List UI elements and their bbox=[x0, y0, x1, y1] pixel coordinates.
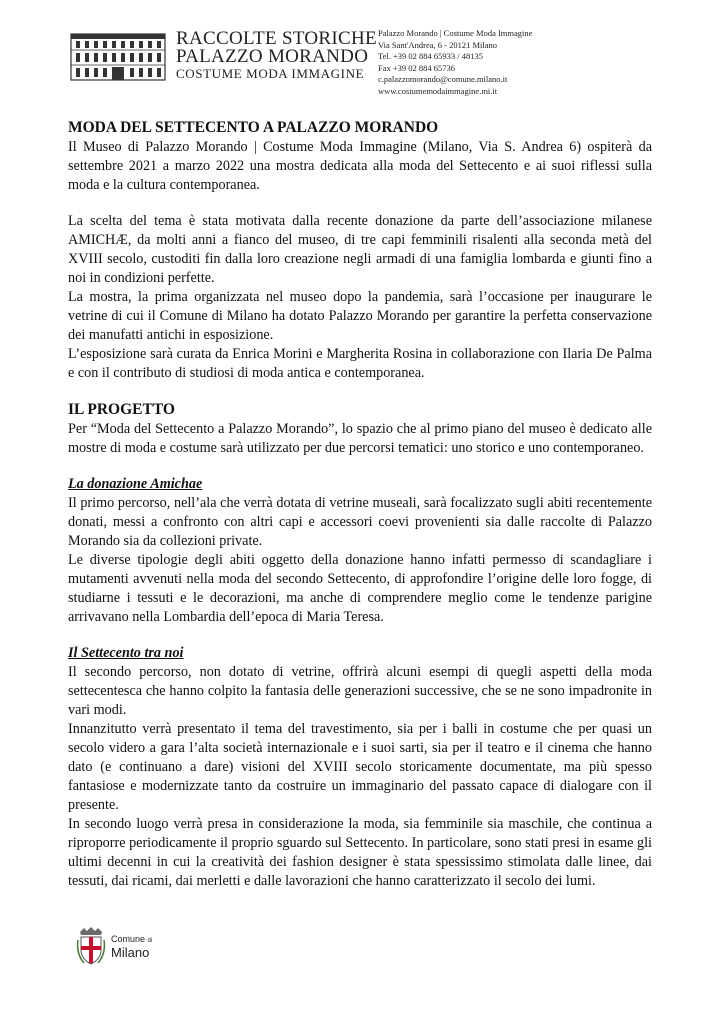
paragraph-percorso-1: Il primo percorso, nell’ala che verrà dotata di vetrine museali, sarà focalizzato sugli abiti recentemente donati, messi a confronto con altri capi e accessori coevi provenienti sia dalle raccolte di Palazzo Morando sia da collezioni private. bbox=[68, 495, 652, 549]
subheading-settecento: Il Settecento tra noi bbox=[68, 645, 184, 661]
paragraph-travestimento: Innanzitutto verrà presentato il tema del travestimento, sia per i balli in costume che per quasi un secolo videro a gara l’alta società internazionale e i suoi sarti, sia per il teatro e il cinema che hanno dato (e continuano a dare) visioni del XVIII secolo storicamente documentate, ma più spesso fantasiose e modernizzate tanto da costruire un immaginario del passato capace di dialogare con il presente. bbox=[68, 721, 652, 813]
letterhead bbox=[0, 0, 723, 110]
footer-city: Milano bbox=[111, 945, 150, 960]
paragraph-exhibition: La mostra, la prima organizzata nel museo dopo la pandemia, sarà l’occasione per inaugurare le vetrine di cui il Comune di Milano ha dotato Palazzo Morando per garantire la perfetta conservazione dei manufatti antichi in esposizione. bbox=[68, 289, 652, 343]
comune-footer bbox=[76, 926, 196, 972]
paragraph-moda: In secondo luogo verrà presa in considerazione la moda, sia femminile sia maschile, che continua a riproporre periodicamente il proprio sguardo sul Settecento. In particolare, sono stati presi in esame gli ultimi decenni in cui la creatività dei fashion designer è stata spessissimo stimolata dalle linee, dai tessuti, dai ricami, dai merletti e dalle lavorazioni che hanno caratterizzato il secolo dei lumi. bbox=[68, 816, 652, 889]
logo-line-2: PALAZZO MORANDO bbox=[176, 46, 369, 67]
logo-line-3: COSTUME MODA IMMAGINE bbox=[176, 66, 365, 81]
footer-comune: Comune bbox=[111, 934, 146, 944]
contact-email: c.palazzomorando@comune.milano.it bbox=[378, 74, 508, 84]
museum-logo-text bbox=[176, 30, 377, 82]
logo-line-1: RACCOLTE STORICHE bbox=[176, 28, 377, 49]
section-title-progetto: IL PROGETTO bbox=[68, 401, 175, 418]
paragraph-percorso-2: Il secondo percorso, non dotato di vetrine, offrirà alcuni esempi di quegli aspetti della moda settecentesca che hanno colpito la fantasia delle generazioni successive, che se ne sono impadronite in vari modi. bbox=[68, 664, 652, 718]
paragraph-tipologie: Le diverse tipologie degli abiti oggetto della donazione hanno infatti permesso di scandagliare i mutamenti avvenuti nella moda del secondo Settecento, di approfondire l’origine delle loro fogge, di studiarne i tessuti e le decorazioni, ma anche di comprendere meglio come le tendenze parigine arrivavano nella Lombardia dell’epoca di Maria Teresa. bbox=[68, 552, 652, 625]
palazzo-building-logo bbox=[70, 30, 166, 82]
comune-wordmark bbox=[111, 934, 152, 960]
contact-fax: Fax +39 02 884 65736 bbox=[378, 62, 456, 73]
document-title: MODA DEL SETTECENTO A PALAZZO MORANDO bbox=[68, 119, 439, 136]
paragraph-progetto: Per “Moda del Settecento a Palazzo Morando”, lo spazio che al primo piano del museo è dedicato alle mostre di moda e costume sarà utilizzato per due percorsi tematici: uno storico e uno contemporaneo. bbox=[68, 421, 652, 456]
contact-address: Via Sant'Andrea, 6 - 20121 Milano bbox=[378, 39, 498, 50]
contact-name: Palazzo Morando | Costume Moda Immagine bbox=[378, 28, 533, 38]
comune-crest-icon bbox=[76, 926, 106, 966]
paragraph-donation: La scelta del tema è stata motivata dalla recente donazione da parte dell’associazione milanese AMICHÆ, da molti anni a fianco del museo, di tre capi femminili risalenti alla seconda metà del XVIII secolo, custoditi fin dalla loro creazione negli armadi di una famiglia lombarda e giunti fino a noi in condizioni perfette. bbox=[68, 213, 652, 286]
paragraph-curators: L’esposizione sarà curata da Enrica Morini e Margherita Rosina in collaborazione con Ilaria De Palma e con il contributo di studiosi di moda antica e contemporanea. bbox=[68, 346, 652, 381]
subheading-donazione: La donazione Amichae bbox=[68, 476, 203, 492]
footer-di: di bbox=[147, 938, 153, 944]
document-body bbox=[68, 118, 652, 891]
intro-paragraph: Il Museo di Palazzo Morando | Costume Moda Immagine (Milano, Via S. Andrea 6) ospiterà da settembre 2021 a marzo 2022 una mostra dedicata alla moda del Settecento e ai suoi riflessi sulla moda e la cultura contemporanea. bbox=[68, 139, 652, 193]
contact-phone: Tel. +39 02 884 65933 / 48135 bbox=[378, 51, 484, 61]
contact-info bbox=[378, 28, 532, 97]
contact-website: www.costumemodaimmagine.mi.it bbox=[378, 85, 498, 96]
